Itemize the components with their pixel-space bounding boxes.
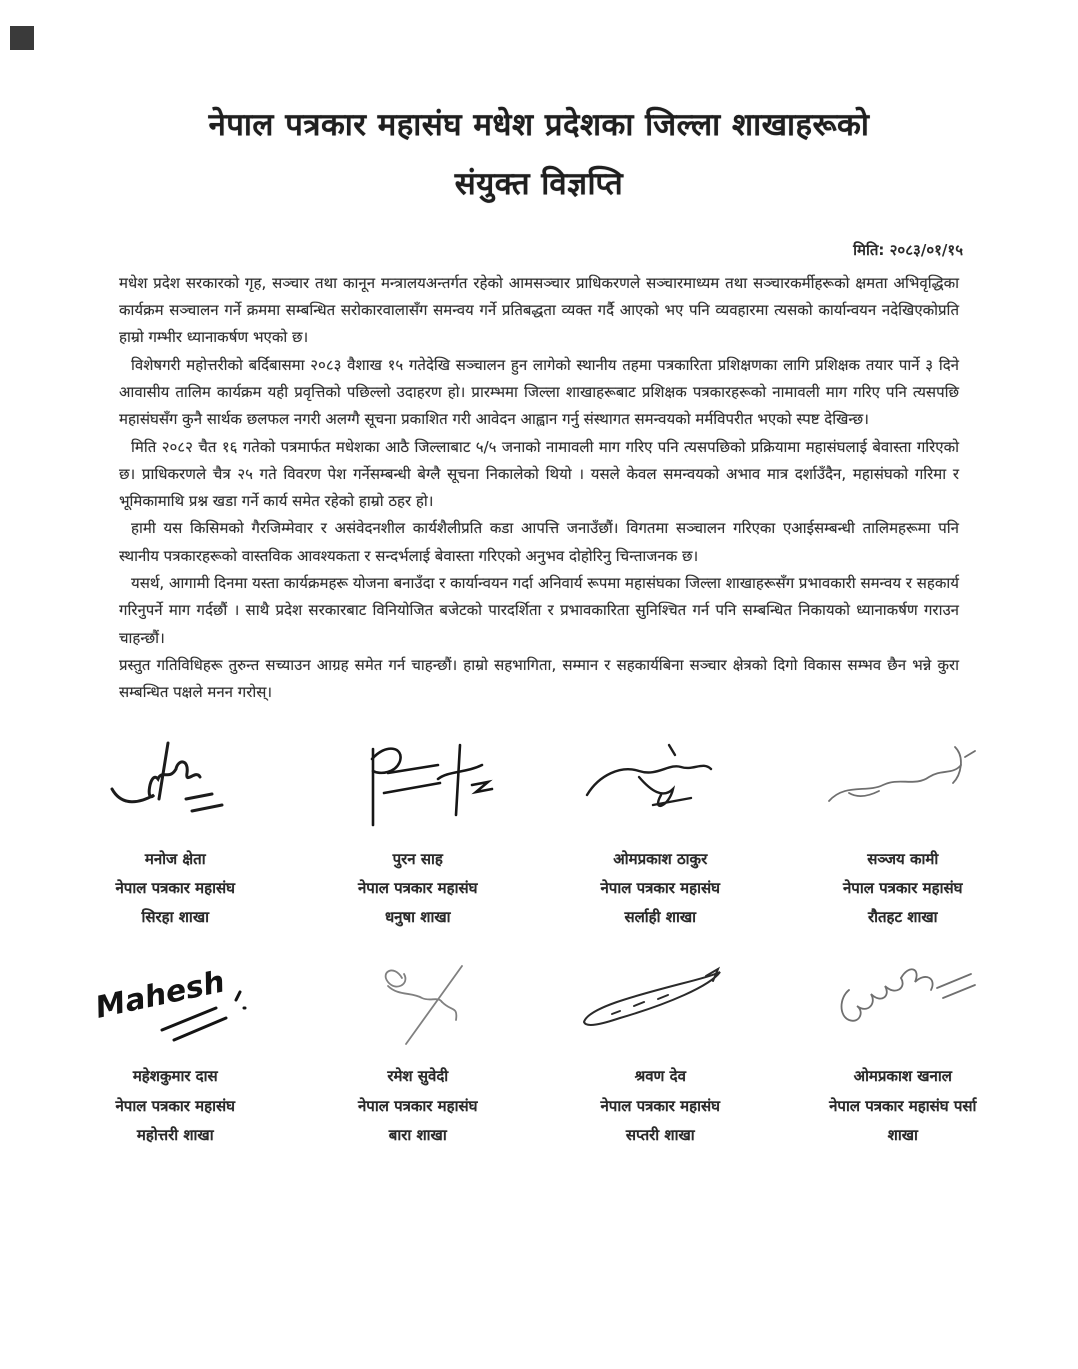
- svg-text:Mahesh: Mahesh: [92, 964, 228, 1027]
- signatory-name: ओमप्रकाश खनाल: [853, 1067, 952, 1086]
- signatory-branch: सप्तरी शाखा: [625, 1125, 695, 1144]
- signature-image: [544, 950, 777, 1062]
- signature-image: [787, 733, 1020, 845]
- title-line-2: संयुक्त विज्ञप्ति: [454, 165, 624, 202]
- signatory-identity: [544, 845, 777, 933]
- signatory-identity: [544, 1062, 777, 1150]
- signatory-branch: शाखा: [887, 1125, 918, 1144]
- signature-image: [59, 950, 292, 1062]
- signatory-org: नेपाल पत्रकार महासंघ पर्सा: [829, 1096, 977, 1115]
- body-paragraph-5: यसर्थ, आगामी दिनमा यस्ता कार्यक्रमहरू योजना बनाउँदा र कार्यान्वयन गर्दा अनिवार्य रूपमा महासंघका जिल्ला शाखाहरूसँग प्रभावकारी समन्वय र सहकार्य गरिनुपर्ने माग गर्दछौं । साथै प्रदेश सरकारबाट विनियोजित बजेटको पारदर्शिता र प्रभावकारिता सुनिश्चित गर्न पनि सम्बन्धित निकायको ध्यानाकर्षण गराउन चाहन्छौं।: [119, 574, 959, 647]
- body-paragraph-1: मधेश प्रदेश सरकारको गृह, सञ्चार तथा कानून मन्त्रालयअन्तर्गत रहेको आमसञ्चार प्राधिकरणले सञ्चारमाध्यम तथा सञ्चारकर्मीहरूको क्षमता अभिवृद्धिका कार्यक्रम सञ्चालन गर्ने क्रममा सम्बन्धित सरोकारवालासँग समन्वय गर्ने प्रतिबद्धता व्यक्त गर्दै आएको भए पनि व्यवहारमा त्यसको कार्यान्वयन नदेखिएकोप्रति हाम्रो गम्भीर ध्यानाकर्षण भएको छ।: [119, 273, 959, 347]
- signature-image: [787, 950, 1020, 1062]
- signatory-name: मनोज क्षेता: [144, 849, 206, 868]
- signatory-name: महेशकुमार दास: [132, 1067, 218, 1086]
- signatory-branch: बारा शाखा: [388, 1125, 447, 1144]
- signatory-name: पुरन साह: [392, 849, 443, 868]
- signatory-org: नेपाल पत्रकार महासंघ: [600, 878, 720, 897]
- signatory-card: [544, 733, 777, 933]
- document-title: [0, 0, 1078, 214]
- scan-artifact-mark: [10, 26, 34, 50]
- signatory-card: [544, 950, 777, 1150]
- signature-image: [544, 733, 777, 845]
- signature-block: [59, 733, 1019, 1151]
- body-paragraph-6: प्रस्तुत गतिविधिहरू तुरुन्त सच्याउन आग्रह समेत गर्न चाहन्छौं। हाम्रो सहभागिता, सम्मान र सहकार्यबिना सञ्चार क्षेत्रको दिगो विकास सम्भव छैन भन्ने कुरा सम्बन्धित पक्षले मनन गरोस्।: [119, 655, 959, 702]
- signatory-org: नेपाल पत्रकार महासंघ: [115, 1096, 235, 1115]
- signatory-identity: [787, 845, 1020, 933]
- signatory-name: रमेश सुवेदी: [387, 1067, 449, 1086]
- signatory-identity: [302, 1062, 535, 1150]
- signatory-card: [302, 733, 535, 933]
- signatory-identity: [59, 845, 292, 933]
- signatory-branch: सिरहा शाखा: [141, 908, 209, 927]
- signatory-org: नेपाल पत्रकार महासंघ: [357, 878, 478, 897]
- title-line-1: नेपाल पत्रकार महासंघ मधेश प्रदेशका जिल्ला शाखाहरूको: [208, 107, 870, 143]
- signatory-card: [59, 733, 292, 933]
- signature-image: [302, 733, 535, 845]
- body-paragraph-4: हामी यस किसिमको गैरजिम्मेवार र असंवेदनशील कार्यशैलीप्रति कडा आपत्ति जनाउँछौं। विगतमा सञ्चालन गरिएका एआईसम्बन्धी तालिमहरूमा पनि स्थानीय पत्रकारहरूको वास्तविक आवश्यकता र सन्दर्भलाई बेवास्ता गरिएको अनुभव दोहोरिनु चिन्ताजनक छ।: [119, 519, 959, 565]
- signatory-card: [787, 733, 1020, 933]
- signatory-branch: रौतहट शाखा: [867, 908, 938, 927]
- press-release-body: [119, 270, 959, 707]
- signatory-branch: सर्लाही शाखा: [624, 908, 696, 927]
- signatory-name: श्रवण देव: [634, 1067, 686, 1086]
- signatory-name: सञ्जय कामी: [867, 849, 939, 868]
- date-line: मिति: २०८३/०१/१५: [853, 240, 963, 259]
- signatory-card: [787, 950, 1020, 1150]
- signatory-card: [59, 950, 292, 1150]
- signatory-org: नेपाल पत्रकार महासंघ: [600, 1096, 720, 1115]
- signatory-branch: महोत्तरी शाखा: [136, 1125, 214, 1144]
- body-paragraph-3: मिति २०८२ चैत १६ गतेको पत्रमार्फत मधेशका आठै जिल्लाबाट ५/५ जनाको नामावली माग गरिए पनि त्यसपछिको प्रक्रियामा महासंघलाई बेवास्ता गरिएको छ। प्राधिकरणले चैत्र २५ गते विवरण पेश गर्नेसम्बन्धी बेग्लै सूचना निकालेको थियो । यसले केवल समन्वयको अभाव मात्र दर्शाउँदैन, महासंघको गरिमा र भूमिकामाथि प्रश्न खडा गर्ने कार्य समेत रहेको हाम्रो ठहर हो।: [119, 437, 959, 511]
- signatory-org: नेपाल पत्रकार महासंघ: [115, 878, 235, 897]
- signatory-name: ओमप्रकाश ठाकुर: [613, 849, 708, 868]
- signatory-org: नेपाल पत्रकार महासंघ: [842, 878, 963, 897]
- signature-image: [302, 950, 535, 1062]
- signatory-org: नेपाल पत्रकार महासंघ: [357, 1096, 478, 1115]
- body-paragraph-2: विशेषगरी महोत्तरीको बर्दिबासमा २०८३ वैशाख १५ गतेदेखि सञ्चालन हुन लागेको स्थानीय तहमा पत्रकारिता प्रशिक्षणका लागि प्रशिक्षक तयार पार्ने ३ दिने आवासीय तालिम कार्यक्रम यही प्रवृत्तिको पछिल्लो उदाहरण हो। प्रारम्भमा जिल्ला शाखाहरूबाट प्रशिक्षक पत्रकारहरूको नामावली माग गरिए पनि त्यसपछि महासंघसँग कुनै सार्थक छलफल नगरी अलग्गै सूचना प्रकाशित गरी आवेदन आह्वान गर्नु संस्थागत समन्वयको मर्मविपरीत भएको स्पष्ट देखिन्छ।: [119, 355, 959, 429]
- signatory-card: [302, 950, 535, 1150]
- signatory-identity: [302, 845, 535, 933]
- signature-image: [59, 733, 292, 845]
- signatory-identity: [787, 1062, 1020, 1150]
- signatory-identity: [59, 1062, 292, 1150]
- signatory-branch: धनुषा शाखा: [384, 908, 451, 927]
